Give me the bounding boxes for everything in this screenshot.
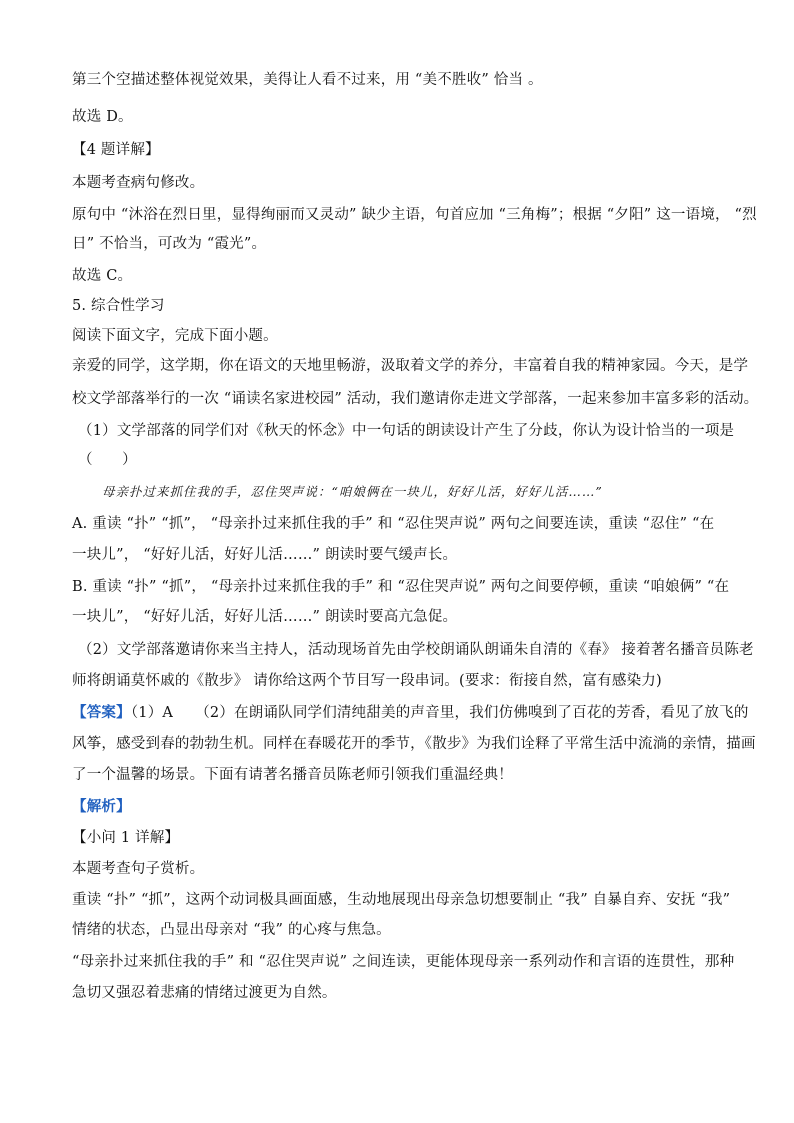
- analysis-label: 【解析】: [72, 798, 131, 815]
- option-a-cont: 一块儿”， “好好儿活，好好儿活……” 朗读时要气缓声长。: [72, 547, 458, 563]
- text-line: 故选 D。: [72, 109, 133, 125]
- text-line: 急切又强忍着悲痛的情绪过渡更为自然。: [72, 985, 337, 1001]
- text-line: 故选 C。: [72, 268, 133, 284]
- answer-line: 风筝，感受到春的勃勃生机。同样在春暖花开的季节，《散步》为我们诠释了平常生活中流淌的亲情，描画: [72, 736, 756, 752]
- option-b: B. 重读 “扑” “抓”， “母亲扑过来抓住我的手” 和 “忍住哭声说” 两句之间要停顿，重读 “咱娘俩” “在: [72, 579, 730, 595]
- text-line: 阅读下面文字，完成下面小题。: [72, 328, 278, 344]
- text-line: 重读 “扑” “抓”，这两个动词极具画面感，生动地展现出母亲急切想要制止 “我” 自暴自弃、安抚 “我”: [72, 892, 731, 908]
- text-line: 日” 不恰当，可改为 “霞光”。: [72, 236, 267, 252]
- question-line: 师将朗诵莫怀戚的《散步》 请你给这两个节目写一段串词。(要求：衔接自然，富有感染力): [72, 673, 662, 689]
- section-heading: 【4 题详解】: [72, 142, 160, 158]
- section-heading: 【小问 1 详解】: [72, 830, 180, 846]
- text-line: 校文学部落举行的一次 “诵读名家进校园” 活动，我们邀请你走进文学部落，一起来参加丰富多彩的活动。: [72, 391, 759, 407]
- answer-line: 了一个温馨的场景。下面有请著名播音员陈老师引领我们重温经典！: [72, 767, 513, 783]
- answer-line: 【答案】（1）A （2）在朗诵队同学们清纯甜美的声音里，我们仿佛嗅到了百花的芳香，看见了放飞的: [72, 704, 749, 721]
- answer-label: 【答案】: [72, 704, 131, 721]
- question-line: （1）文学部落的同学们对《秋天的怀念》中一句话的朗读设计产生了分歧，你认为设计恰当的一项是: [78, 423, 735, 439]
- text-line: 本题考查病句修改。: [72, 175, 205, 191]
- quote-line: 母亲扑过来抓住我的手，忍住哭声说：“咱娘俩在一块儿，好好儿活，好好儿活……”: [102, 484, 603, 499]
- text-line: 情绪的状态，凸显出母亲对 “我” 的心疼与焦急。: [72, 922, 391, 938]
- option-b-cont: 一块儿”， “好好儿活，好好儿活……” 朗读时要高亢急促。: [72, 609, 458, 625]
- text-line: “母亲扑过来抓住我的手” 和 “忍住哭声说” 之间连读，更能体现母亲一系列动作和言语的连贯性，那种: [72, 954, 735, 970]
- option-a: A. 重读 “扑” “抓”， “母亲扑过来抓住我的手” 和 “忍住哭声说” 两句之间要连读，重读 “忍住” “在: [72, 516, 715, 532]
- text-line: 本题考查句子赏析。: [72, 861, 205, 877]
- text-line: 第三个空描述整体视觉效果，美得让人看不过来，用 “美不胜收” 恰当 。: [72, 72, 543, 88]
- answer-blank: （ ）: [78, 452, 137, 468]
- question-line: （2）文学部落邀请你来当主持人，活动现场首先由学校朗诵队朗诵朱自清的《春》 接着著名播音员陈老: [78, 642, 754, 658]
- text-line: 原句中 “沐浴在烈日里，显得绚丽而又灵动” 缺少主语，句首应加 “三角梅”；根据 “夕阳” 这一语境， “烈: [72, 207, 757, 223]
- text-line: 亲爱的同学，这学期，你在语文的天地里畅游，汲取着文学的养分，丰富着自我的精神家园。今天，是学: [72, 358, 749, 374]
- question-title: 5. 综合性学习: [72, 298, 165, 314]
